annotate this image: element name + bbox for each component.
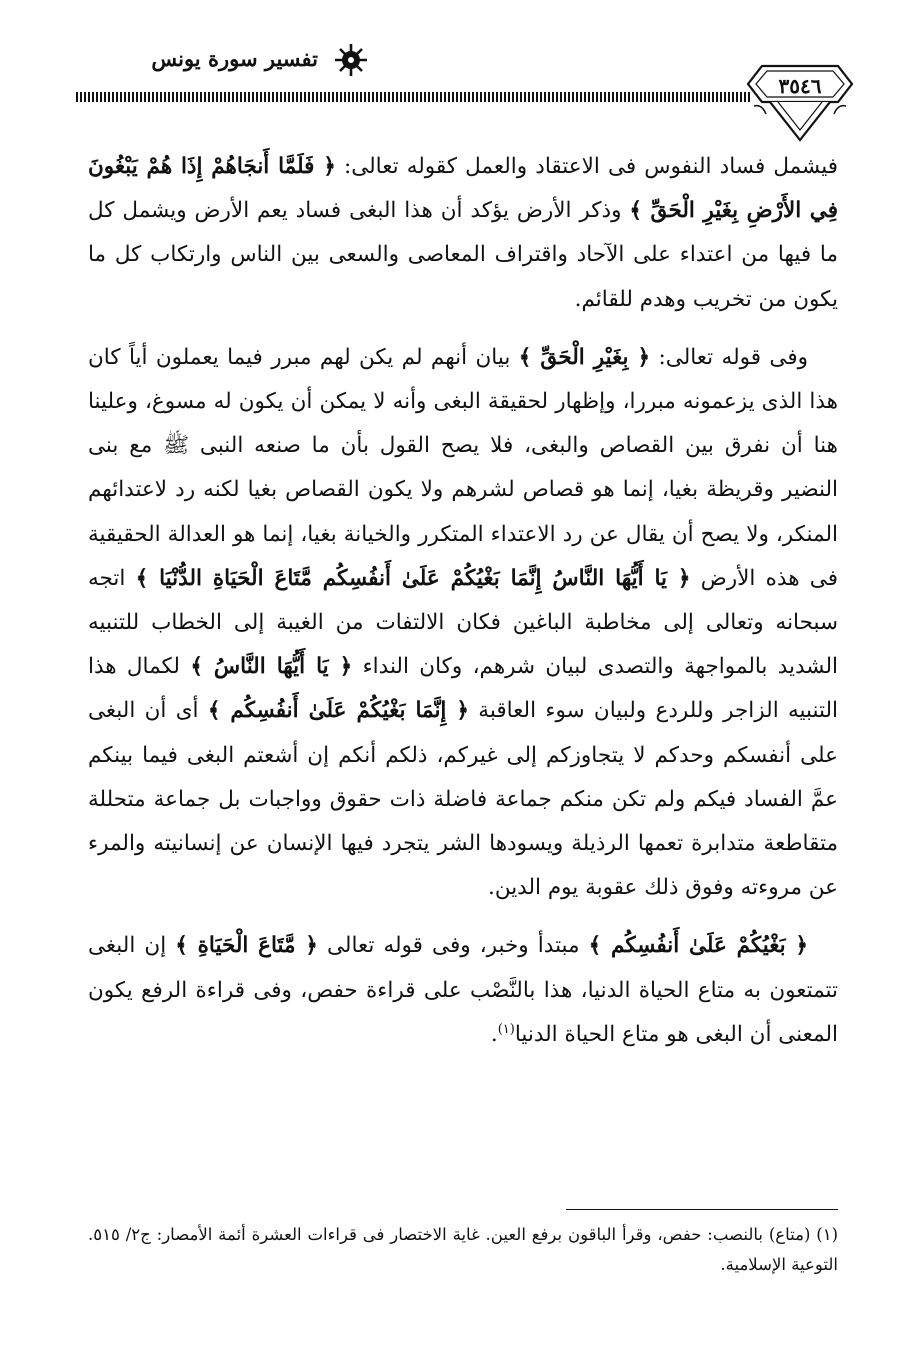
page-header [0, 0, 918, 150]
text-run: إن البغى تتمتعون به متاع الحياة الدنيا، هذا بالنَّصْب على قراءة حفص، وفى قراءة الرفع يكون المعنى أن البغى هو متاع الحياة الدنيا [88, 933, 838, 1047]
text-run: أى أن البغى على أنفسكم وحدكم لا يتجاوزكم إلى غيركم، ذلكم أنكم إن أشعتم البغى فيما بينكم عمَّ الفساد فيكم ولم تكن منكم جماعة فاضلة ذات حقوق وواجبات بل جماعة متحللة متقاطعة متدابرة تعمها الرذيلة ويسودها الشر يتجرد فيها الإنسان عن إنسانيته والمرء عن مروءته وفوق ذلك عقوبة يوم الدين. [88, 698, 838, 901]
text-run: اتجه سبحانه وتعالى إلى مخاطبة الباغين فكان الالتفات من الغيبة إلى الخطاب للتنبيه الشديد بالمواجهة والتصدى لبيان شرهم، وكان النداء [88, 565, 839, 680]
footnote-divider [566, 1209, 838, 1210]
text-run: لكمال هذا التنبيه الزاجر وللردع ولبيان سوء العاقبة [88, 654, 839, 724]
text-run: . [490, 1021, 498, 1047]
quran-verse: ﴿ يَا أَيُّهَا النَّاسُ إِنَّمَا بَغْيُكُمْ عَلَىٰ أَنفُسِكُم مَّتَاعَ الْحَيَاةِ الدُّنْيَا ﴾ [135, 565, 691, 591]
running-title: تفسير سورة يونس [151, 46, 318, 71]
text-run: وفى قوله تعالى: [650, 344, 808, 370]
paragraph [88, 924, 838, 1057]
quran-verse: ﴿ يَا أَيُّهَا النَّاسُ ﴾ [190, 654, 353, 680]
quran-verse: ﴿ مَّتَاعَ الْحَيَاةِ ﴾ [175, 933, 318, 959]
text-run: وذكر الأرض يؤكد أن هذا البغى فساد يعم الأرض ويشمل كل ما فيها من اعتداء على الآحاد واقتراف المعاصى والسعى بين الناس وارتكاب كل ما يكون من تخريب وهدم للقائم. [88, 198, 838, 312]
main-text [88, 145, 838, 1057]
quran-verse: ﴿ بِغَيْرِ الْحَقِّ ﴾ [518, 344, 651, 370]
paragraph [88, 145, 838, 322]
header-rule [76, 92, 751, 102]
quran-verse: ﴿ إِنَّمَا بَغْيُكُمْ عَلَىٰ أَنفُسِكُم ﴾ [207, 698, 469, 724]
paragraph [88, 336, 838, 911]
page-number: ٣٥٤٦ [778, 74, 822, 98]
text-run: فيشمل فساد النفوس فى الاعتقاد والعمل كقوله تعالى: [335, 154, 839, 179]
text-run: بيان أنهم لم يكن لهم مبرر فيما يعملون أياً كان هذا الذى يزعمونه مبررا، وإظهار لحقيقة البغى وأنه لا يمكن أن يكون له مسوغ، وعلينا هنا أن نفرق بين القصاص والبغى، فلا يصح القول بأن ما صنعه النبى ﷺ مع بنى النضير وقريظة بغيا، إنما هو قصاص لشرهم ولا يكون القصاص بغيا لكنه رد لاعتدائهم المنكر، ولا يصح أن يقال عن رد الاعتداء المتكرر والخيانة بغيا، إنما هو العدالة الحقيقية فى هذه الأرض [88, 344, 838, 591]
footnote-marker: (١) [497, 1021, 515, 1037]
footnote: (١) (متاع) بالنصب: حفص، وقرأ الباقون برفع العين. غاية الاختصار فى قراءات العشرة أئمة الأمصار: ج٢/ ٥١٥. التوعية الإسلامية. [88, 1225, 838, 1274]
text-run: مبتدأ وخبر، وفى قوله تعالى [317, 933, 589, 959]
page-number-badge [740, 60, 860, 144]
quran-verse: ﴿ بَغْيُكُمْ عَلَىٰ أَنفُسِكُم ﴾ [588, 933, 808, 959]
flower-ornament-icon [333, 42, 369, 78]
quran-verse: ﴿ فَلَمَّا أَنجَاهُمْ إِذَا هُمْ يَبْغُونَ فِي الأَرْضِ بِغَيْرِ الْحَقِّ ﴾ [88, 154, 838, 224]
